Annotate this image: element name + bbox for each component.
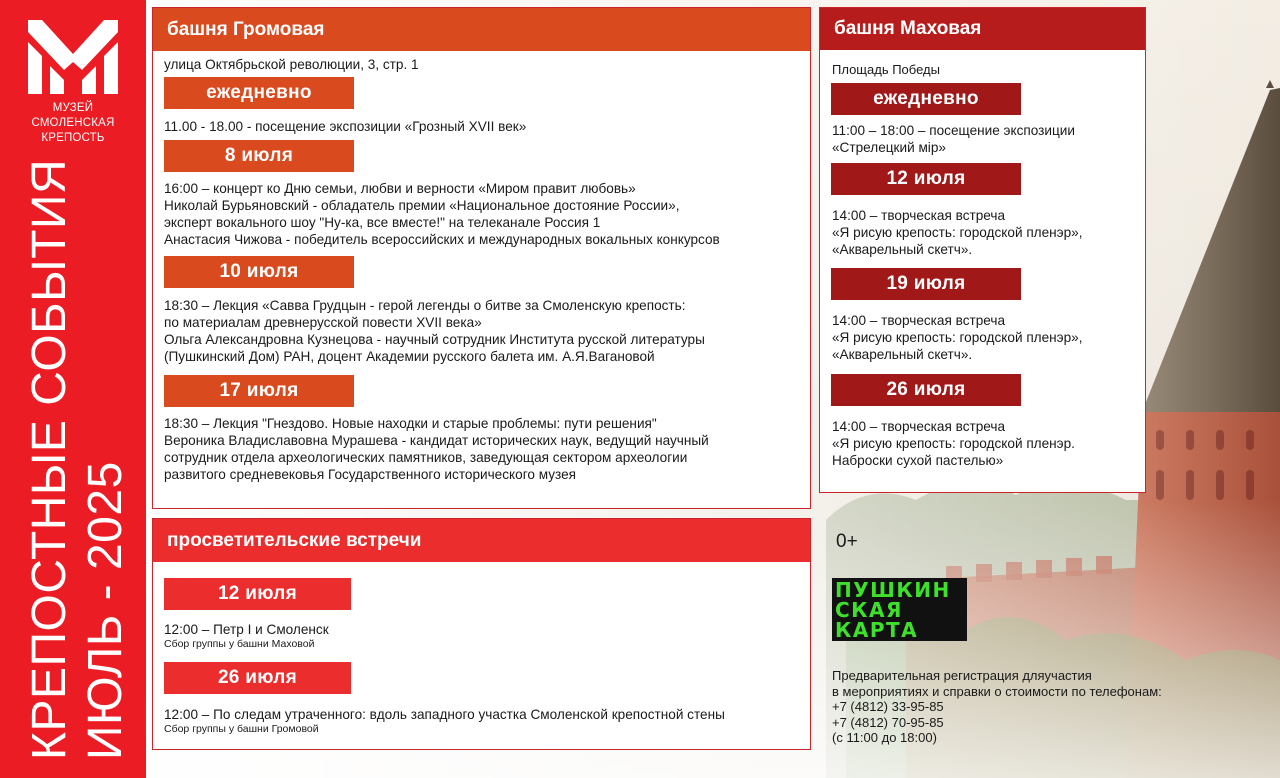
date-label: 12 июля [831,163,1021,195]
event-line: (Пушкинский Дом) РАН, доцент Академии русского балета им. А.Я.Вагановой [164,349,655,364]
tower-address: Площадь Победы [832,62,940,77]
tower-address: улица Октябрьской революции, 3, стр. 1 [164,57,419,72]
poster-title-line: КРЕПОСТНЫЕ СОБЫТИЯ [23,158,76,760]
event-line: «Я рисую крепость: городской пленэр», [832,225,1083,240]
event-note: Сбор группы у башни Громовой [164,723,319,735]
event-text [164,118,526,135]
event-line: «Стрелецкий мiр» [832,140,946,155]
date-label: 10 июля [164,256,354,288]
date-label: 26 июля [831,374,1021,406]
logo-line: МУЗЕЙ [52,102,94,114]
event-text [832,207,1083,258]
registration-line: в мероприятиях и справки о стоимости по телефонам: [832,683,1162,699]
panel-title: просветительские встречи [153,519,810,562]
event-line: «Я рисую крепость: городской пленэр. [832,436,1075,451]
event-line: 14:00 – творческая встреча [832,419,1006,434]
date-label: 12 июля [164,578,351,610]
pushkin-card-line: СКАЯ [835,598,903,622]
date-label: 19 июля [831,268,1021,300]
event-line: Ольга Александровна Кузнецова - научный сотрудник Института русской литературы [164,332,705,347]
phone-number: +7 (4812) 33-95-85 [832,699,944,714]
event-line: 18:30 – Лекция "Гнездово. Новые находки и старые проблемы: пути решения" [164,416,657,431]
event-line: Николай Бурьяновский - обладатель премии «Национальное достояние России», [164,198,680,213]
event-line: 11:00 – 18:00 – посещение экспозиции [832,123,1075,138]
event-text [832,122,1075,156]
educational-meetings-panel [152,518,811,750]
event-line: «Акварельный скетч». [832,347,973,362]
event-text [164,621,329,638]
event-line: «Акварельный скетч». [832,242,973,257]
event-line: по материалам древнерусской повести XVII века» [164,315,482,330]
museum-logo-icon [28,20,118,94]
phone-number: +7 (4812) 70-95-85 [832,714,944,730]
event-line: Вероника Владиславовна Мурашева - кандидат исторических наук, ведущий научный [164,433,709,448]
pushkin-card-line: ПУШКИН [835,578,951,602]
age-rating: 0+ [836,531,858,552]
event-text [832,312,1083,363]
event-line: 18:30 – Лекция «Савва Грудцын - герой легенды о битве за Смоленскую крепость: [164,298,686,313]
event-line: 14:00 – творческая встреча [832,208,1006,223]
logo-line: СМОЛЕНСКАЯ [31,117,115,129]
event-line: 11.00 - 18.00 - посещение экспозиции «Грозный XVII век» [164,119,527,134]
event-text [164,180,720,248]
poster-title-line: ИЮЛЬ - 2025 [79,461,132,760]
event-line: эксперт вокального шоу "Ну-ка, все вместе!" на телеканале Россия 1 [164,215,601,230]
event-line: 16:00 – концерт ко Дню семьи, любви и верности «Миром правит любовь» [164,181,636,196]
event-line: «Я рисую крепость: городской пленэр», [832,330,1083,345]
event-text [832,418,1075,469]
event-line: 12:00 – По следам утраченного: вдоль западного участка Смоленской крепостной стены [164,707,725,722]
event-text [164,297,705,365]
event-note: Сбор группы у башни Маховой [164,638,315,650]
event-text [164,706,725,723]
registration-hours: (с 11:00 до 18:00) [832,730,937,745]
registration-info [832,668,1162,746]
date-label: 26 июля [164,662,351,694]
date-label: ежедневно [831,83,1021,115]
gromovaya-tower-panel [152,7,811,509]
logo-line: КРЕПОСТЬ [41,132,105,144]
panel-title: башня Маховая [820,8,1145,50]
event-line: развитого средневековья Государственного исторического музея [164,467,576,482]
poster-title [22,159,134,760]
museum-logo-text [0,101,146,146]
event-line: сотрудник отдела археологических памятников, заведующая сектором археологии [164,450,688,465]
registration-line: Предварительная регистрация дляучастия [832,668,1092,683]
date-label: 8 июля [164,140,354,172]
event-text [164,415,709,483]
date-label: 17 июля [164,375,354,407]
event-line: 14:00 – творческая встреча [832,313,1006,328]
sidebar [0,0,146,778]
date-label: ежедневно [164,77,354,109]
panel-title: башня Громовая [153,8,810,51]
pushkin-card-logo [832,578,967,641]
event-line: Анастасия Чижова - победитель всероссийских и международных вокальных конкурсов [164,232,720,247]
mahovaya-tower-panel [819,7,1146,493]
event-line: Наброски сухой пастелью» [832,453,1004,468]
pushkin-card-line: КАРТА [835,618,919,642]
event-line: 12:00 – Петр I и Смоленск [164,622,329,637]
